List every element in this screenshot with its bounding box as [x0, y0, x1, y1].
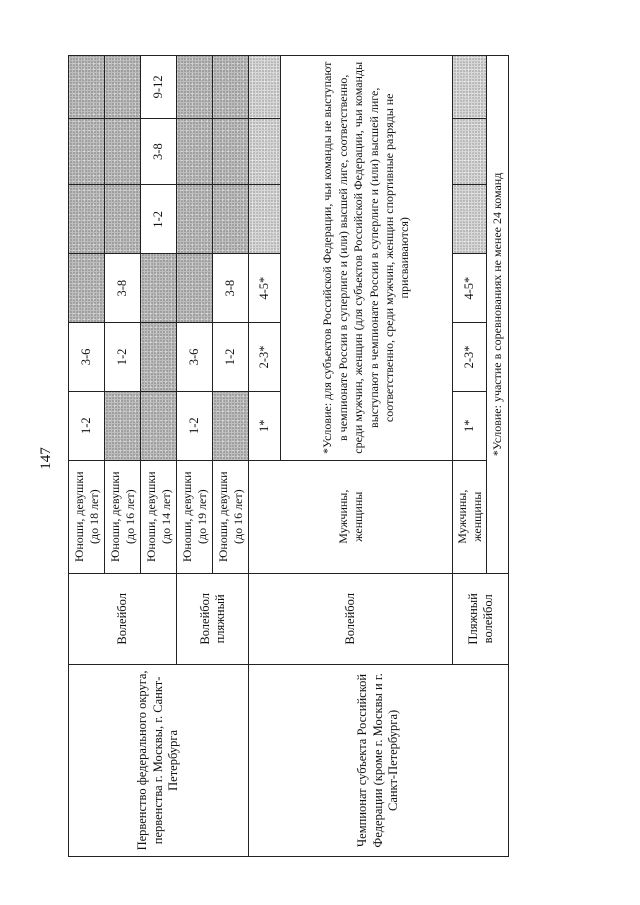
landscape-sheet [68, 55, 528, 857]
shaded-cell [105, 185, 141, 254]
place-cell: 3-8 [141, 118, 177, 185]
place-cell: 4-5* [249, 254, 281, 323]
place-cell: 3-8 [213, 254, 249, 323]
age-group-cell: Юноши, девушки (до 14 лет) [141, 460, 177, 573]
shaded-cell [141, 391, 177, 460]
shaded-cell [213, 185, 249, 254]
place-cell: 2-3* [453, 323, 487, 392]
place-cell: 3-6 [69, 323, 105, 392]
shaded-cell [105, 118, 141, 185]
shaded-cell [105, 391, 141, 460]
age-group-cell: Юноши, девушки (до 18 лет) [69, 460, 105, 573]
age-group-cell: Юноши, девушки (до 16 лет) [105, 460, 141, 573]
rotated-page-area [68, 55, 528, 857]
table-row [249, 56, 281, 857]
place-cell: 1-2 [177, 391, 213, 460]
shaded-cell [213, 56, 249, 119]
sport-name-cell: Волейбол пляжный [177, 573, 249, 664]
shaded-cell [69, 118, 105, 185]
place-cell: 4-5* [453, 254, 487, 323]
shaded-cell [69, 185, 105, 254]
shaded-cell [249, 56, 281, 119]
shaded-cell [177, 185, 213, 254]
shaded-cell [453, 56, 487, 119]
page-number-text: 147 [37, 446, 54, 470]
sports-ranks-table [68, 55, 509, 857]
shaded-cell [213, 391, 249, 460]
sport-name-cell: Волейбол [69, 573, 177, 664]
age-group-cell: Мужчины, женщины [249, 460, 453, 573]
shaded-cell [177, 118, 213, 185]
shaded-cell [453, 185, 487, 254]
place-cell: 3-6 [177, 323, 213, 392]
competition-level-cell: Чемпионат субъекта Российской Федерации (кроме г. Москвы и г. Санкт-Петербурга) [249, 664, 509, 856]
sport-name-cell: Волейбол [249, 573, 453, 664]
shaded-cell [453, 118, 487, 185]
place-cell: 1-2 [69, 391, 105, 460]
page-number [36, 443, 56, 473]
shaded-cell [141, 254, 177, 323]
sport-name-cell: Пляжный волейбол [453, 573, 509, 664]
age-group-cell: Юноши, девушки (до 16 лет) [213, 460, 249, 573]
shaded-cell [249, 185, 281, 254]
place-cell: 1-2 [105, 323, 141, 392]
place-cell: 1* [453, 391, 487, 460]
shaded-cell [69, 56, 105, 119]
place-cell: 2-3* [249, 323, 281, 392]
place-cell: 9-12 [141, 56, 177, 119]
shaded-cell [249, 118, 281, 185]
condition-note: *Условие: для субъектов Российской Федерации, чьи команды не выступают в чемпионате России в суперлиге и (или) высшей лиге, соответственно, среди мужчин, женщин (для субъектов Российской Федерации, чьи команды выступают в чемпионате России в суперлиге и (или) высшей лиге, соответственно, среди мужчин, женщин спортивные разряды не присваиваются) [281, 56, 453, 461]
age-group-cell: Мужчины, женщины [453, 460, 487, 573]
shaded-cell [69, 254, 105, 323]
place-cell: 1-2 [213, 323, 249, 392]
condition-note: *Условие: участие в соревнованиях не менее 24 команд [487, 56, 509, 574]
shaded-cell [177, 56, 213, 119]
shaded-cell [177, 254, 213, 323]
age-group-cell: Юноши, девушки (до 19 лет) [177, 460, 213, 573]
shaded-cell [105, 56, 141, 119]
place-cell: 3-8 [105, 254, 141, 323]
place-cell: 1-2 [141, 185, 177, 254]
shaded-cell [213, 118, 249, 185]
competition-level-cell: Первенство федерального округа, первенства г. Москвы, г. Санкт-Петербурга [69, 664, 249, 856]
place-cell: 1* [249, 391, 281, 460]
shaded-cell [141, 323, 177, 392]
table-row [69, 56, 105, 857]
